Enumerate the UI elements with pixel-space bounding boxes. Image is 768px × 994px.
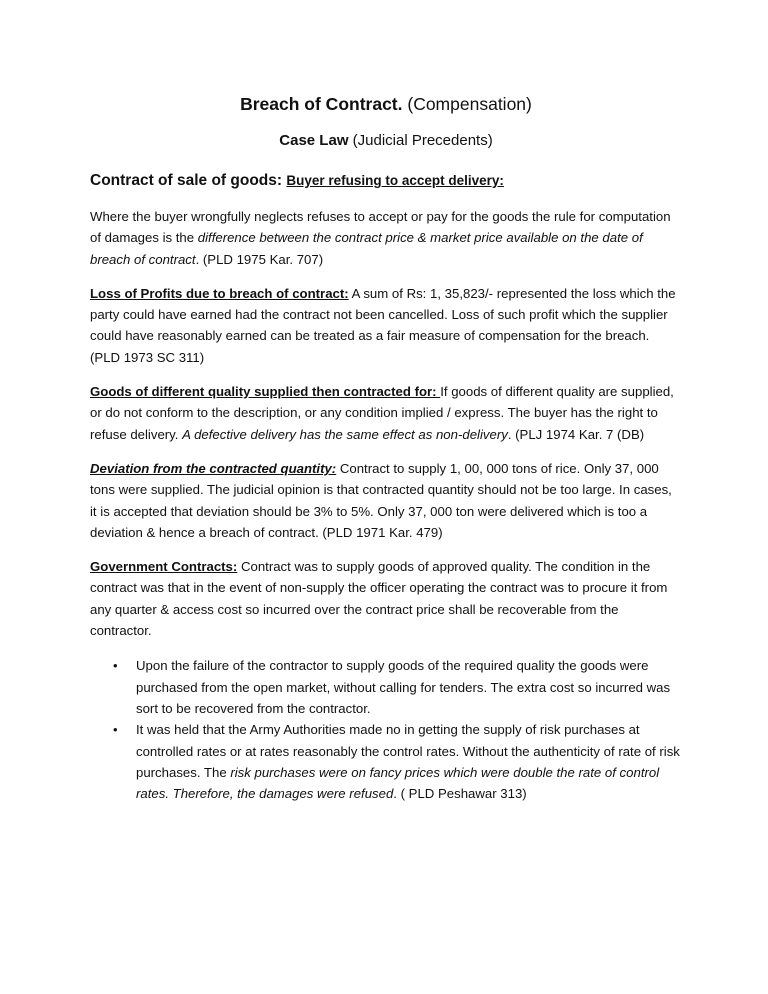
list-item-citation: . ( PLD Peshawar 313) [393, 786, 527, 802]
paragraph-text: If goods of different quality are supplied, or do not conform to the description, or any condition implied / express. The buyer has the right to refuse delivery. [90, 384, 674, 442]
paragraph-loss-of-profits [90, 283, 682, 368]
document-subtitle [90, 130, 682, 152]
paragraph-lead: Deviation from the contracted quantity: [90, 460, 337, 476]
paragraph-text: A sum of Rs: 1, 35,823/- represented the loss which the party could have earned had the contract not been cancelled. Loss of such profit which the supplier could have reasonably earned can be treated as a fair measure of compensation for the breach. (PLD 1973 SC 311) [90, 285, 676, 365]
bullet-icon: • [113, 722, 118, 738]
paragraph-lead: Loss of Profits due to breach of contract: [90, 285, 349, 301]
paragraph-government-contracts [90, 556, 682, 641]
paragraph-lead: Government Contracts: [90, 559, 238, 575]
bullet-icon: • [113, 658, 118, 674]
paragraph-italic: A defective delivery has the same effect as non-delivery [182, 426, 508, 442]
subtitle-bold: Case Law [279, 132, 349, 149]
paragraph-lead: Goods of different quality supplied then contracted for: [90, 384, 441, 400]
section-heading-underlined: Buyer refusing to accept delivery: [286, 173, 504, 188]
title-rest: (Compensation) [402, 94, 532, 114]
paragraph-quantity-deviation [90, 458, 682, 543]
bullet-list [90, 655, 682, 804]
paragraph-text: Contract to supply 1, 00, 000 tons of rice. Only 37, 000 tons were supplied. The judicial opinion is that contracted quantity should not be too large. In cases, it is accepted that deviation should be 3% to 5%. Only 37, 000 ton were delivered which is too a deviation & hence a breach of contract. (PLD 1971 Kar. 479) [90, 460, 672, 540]
paragraph-citation: . (PLD 1975 Kar. 707) [195, 251, 324, 267]
list-item [113, 719, 682, 804]
paragraph-different-quality [90, 381, 682, 445]
section-heading-sale-of-goods [90, 170, 682, 192]
list-item-italic: risk purchases were on fancy prices which were double the rate of control rates. Therefore, the damages were refused [136, 764, 660, 802]
section-heading-bold: Contract of sale of goods: [90, 172, 283, 189]
subtitle-rest: (Judicial Precedents) [348, 132, 493, 149]
paragraph-citation: . (PLJ 1974 Kar. 7 (DB) [507, 426, 645, 442]
list-item [113, 655, 682, 719]
paragraph-italic: difference between the contract price & market price available on the date of breach of contract [90, 230, 643, 267]
list-item-text: It was held that the Army Authorities made no in getting the supply of risk purchases at controlled rates or at rates reasonably the control rates. Without the authenticity of rate of risk purchases. The [136, 722, 680, 780]
paragraph-damages-rule [90, 206, 682, 270]
document-title [90, 92, 682, 116]
list-item-text: Upon the failure of the contractor to supply goods of the required quality the goods were purchased from the open market, without calling for tenders. The extra cost so incurred was sort to be recovered from the contractor. [136, 658, 671, 716]
paragraph-text: Contract was to supply goods of approved quality. The condition in the contract was that in the event of non-supply the officer operating the contract was to procure it from any quarter & access cost so incurred over the contract price shall be recoverable from the contractor. [90, 559, 668, 639]
title-bold: Breach of Contract. [240, 94, 403, 114]
paragraph-text: Where the buyer wrongfully neglects refuses to accept or pay for the goods the rule for computation of damages is the [90, 209, 671, 246]
